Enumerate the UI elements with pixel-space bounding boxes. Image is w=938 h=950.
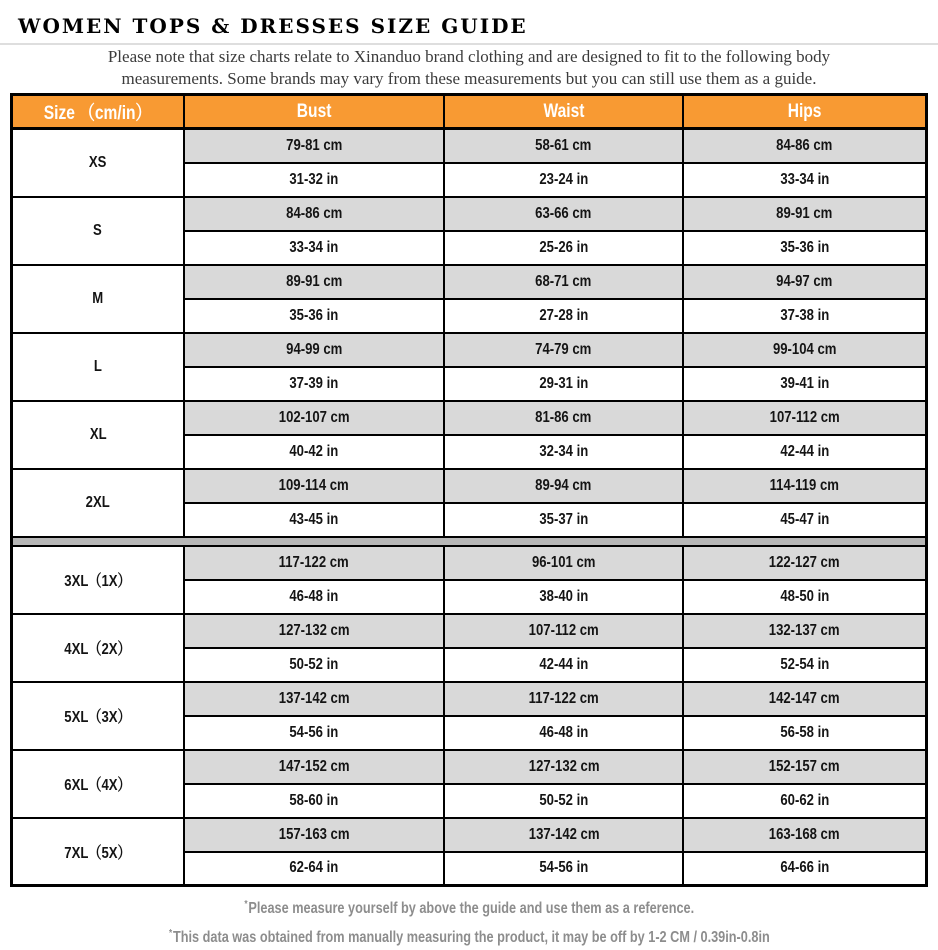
measurement-cm: 89-94 cm: [444, 469, 683, 503]
measurement-cm: 84-86 cm: [683, 129, 926, 163]
measurement-in: 27-28 in: [444, 299, 683, 333]
size-row-cm: [12, 129, 927, 163]
subtitle-line-1: Please note that size charts relate to Xinanduo brand clothing and are designed to fit to the following body: [107, 47, 831, 66]
measurement-in: 32-34 in: [444, 435, 683, 469]
size-label: M: [12, 265, 184, 333]
measurement-cm: 84-86 cm: [184, 197, 445, 231]
measurement-cm: 89-91 cm: [683, 197, 926, 231]
table-header: [12, 95, 927, 129]
measurement-cm: 132-137 cm: [683, 614, 926, 648]
size-label: 7XL（5X）: [12, 818, 184, 886]
footnote-marker: *: [244, 899, 248, 910]
measurement-in: 40-42 in: [184, 435, 445, 469]
size-row-cm: [12, 682, 927, 716]
measurement-in: 54-56 in: [184, 716, 445, 750]
measurement-cm: 68-71 cm: [444, 265, 683, 299]
measurement-in: 37-38 in: [683, 299, 926, 333]
size-row-cm: [12, 401, 927, 435]
measurement-in: 39-41 in: [683, 367, 926, 401]
measurement-cm: 127-132 cm: [184, 614, 445, 648]
size-row-cm: [12, 546, 927, 580]
measurement-in: 31-32 in: [184, 163, 445, 197]
measurement-in: 58-60 in: [184, 784, 445, 818]
measurement-in: 60-62 in: [683, 784, 926, 818]
measurement-in: 56-58 in: [683, 716, 926, 750]
measurement-in: 23-24 in: [444, 163, 683, 197]
measurement-in: 42-44 in: [444, 648, 683, 682]
size-guide-table: [10, 93, 928, 887]
measurement-cm: 99-104 cm: [683, 333, 926, 367]
measurement-in: 25-26 in: [444, 231, 683, 265]
measurement-cm: 58-61 cm: [444, 129, 683, 163]
measurement-in: 38-40 in: [444, 580, 683, 614]
size-row-cm: [12, 197, 927, 231]
measurement-cm: 127-132 cm: [444, 750, 683, 784]
title-divider: [0, 43, 938, 45]
footnote-text: Please measure yourself by above the guide and use them as a reference.: [248, 900, 694, 918]
column-header-waist: [444, 95, 683, 129]
size-label: 2XL: [12, 469, 184, 537]
measurement-cm: 81-86 cm: [444, 401, 683, 435]
measurement-in: 35-36 in: [184, 299, 445, 333]
footnote-measure-reference: [0, 892, 938, 921]
measurement-cm: 107-112 cm: [683, 401, 926, 435]
footnote-text: This data was obtained from manually measuring the product, it may be off by 1-2 CM / 0.39in-0.8in: [172, 929, 770, 947]
measurement-in: 50-52 in: [444, 784, 683, 818]
measurement-in: 62-64 in: [184, 852, 445, 886]
footnote-marker: *: [168, 928, 172, 940]
size-row-cm: [12, 818, 927, 852]
measurement-in: 46-48 in: [444, 716, 683, 750]
column-header-hips-label: Hips: [787, 100, 822, 122]
size-row-cm: [12, 750, 927, 784]
column-header-hips: [683, 95, 926, 129]
measurement-cm: 114-119 cm: [683, 469, 926, 503]
subtitle-line-2: measurements. Some brands may vary from these measurements but you can still use them as a guide.: [121, 69, 817, 88]
measurement-in: 35-37 in: [444, 503, 683, 537]
measurement-in: 29-31 in: [444, 367, 683, 401]
measurement-cm: 94-97 cm: [683, 265, 926, 299]
size-table-body: [12, 129, 927, 886]
footnote-tolerance: [0, 921, 938, 950]
size-label: XL: [12, 401, 184, 469]
measurement-in: 45-47 in: [683, 503, 926, 537]
measurement-in: 50-52 in: [184, 648, 445, 682]
size-label: 5XL（3X）: [12, 682, 184, 750]
column-header-bust: [184, 95, 445, 129]
measurement-in: 48-50 in: [683, 580, 926, 614]
measurement-cm: 122-127 cm: [683, 546, 926, 580]
measurement-cm: 147-152 cm: [184, 750, 445, 784]
measurement-cm: 94-99 cm: [184, 333, 445, 367]
measurement-in: 64-66 in: [683, 852, 926, 886]
page-title: WOMEN TOPS & DRESSES SIZE GUIDE: [18, 14, 528, 38]
measurement-cm: 79-81 cm: [184, 129, 445, 163]
measurement-cm: 157-163 cm: [184, 818, 445, 852]
column-header-bust-label: Bust: [296, 100, 332, 122]
measurement-cm: 102-107 cm: [184, 401, 445, 435]
size-label: 3XL（1X）: [12, 546, 184, 614]
measurement-in: 33-34 in: [184, 231, 445, 265]
measurement-cm: 63-66 cm: [444, 197, 683, 231]
divider-band: [12, 537, 927, 546]
plus-size-section-divider: [12, 537, 927, 546]
column-header-size: [12, 95, 184, 129]
measurement-cm: 117-122 cm: [444, 682, 683, 716]
size-row-cm: [12, 614, 927, 648]
measurement-cm: 109-114 cm: [184, 469, 445, 503]
column-header-size-label: Size （cm/in）: [44, 103, 152, 124]
measurement-cm: 107-112 cm: [444, 614, 683, 648]
size-label: XS: [12, 129, 184, 197]
measurement-cm: 74-79 cm: [444, 333, 683, 367]
footnotes: [0, 892, 938, 950]
measurement-cm: 163-168 cm: [683, 818, 926, 852]
subtitle: [0, 46, 938, 90]
measurement-cm: 89-91 cm: [184, 265, 445, 299]
measurement-in: 35-36 in: [683, 231, 926, 265]
size-label: L: [12, 333, 184, 401]
measurement-in: 42-44 in: [683, 435, 926, 469]
size-label: 4XL（2X）: [12, 614, 184, 682]
measurement-cm: 152-157 cm: [683, 750, 926, 784]
size-row-cm: [12, 469, 927, 503]
measurement-cm: 117-122 cm: [184, 546, 445, 580]
size-row-cm: [12, 265, 927, 299]
size-label: 6XL（4X）: [12, 750, 184, 818]
measurement-in: 46-48 in: [184, 580, 445, 614]
size-label: S: [12, 197, 184, 265]
measurement-in: 52-54 in: [683, 648, 926, 682]
measurement-in: 37-39 in: [184, 367, 445, 401]
measurement-cm: 137-142 cm: [184, 682, 445, 716]
column-header-waist-label: Waist: [543, 100, 585, 122]
measurement-cm: 96-101 cm: [444, 546, 683, 580]
measurement-cm: 142-147 cm: [683, 682, 926, 716]
measurement-in: 33-34 in: [683, 163, 926, 197]
measurement-cm: 137-142 cm: [444, 818, 683, 852]
measurement-in: 54-56 in: [444, 852, 683, 886]
measurement-in: 43-45 in: [184, 503, 445, 537]
size-row-cm: [12, 333, 927, 367]
